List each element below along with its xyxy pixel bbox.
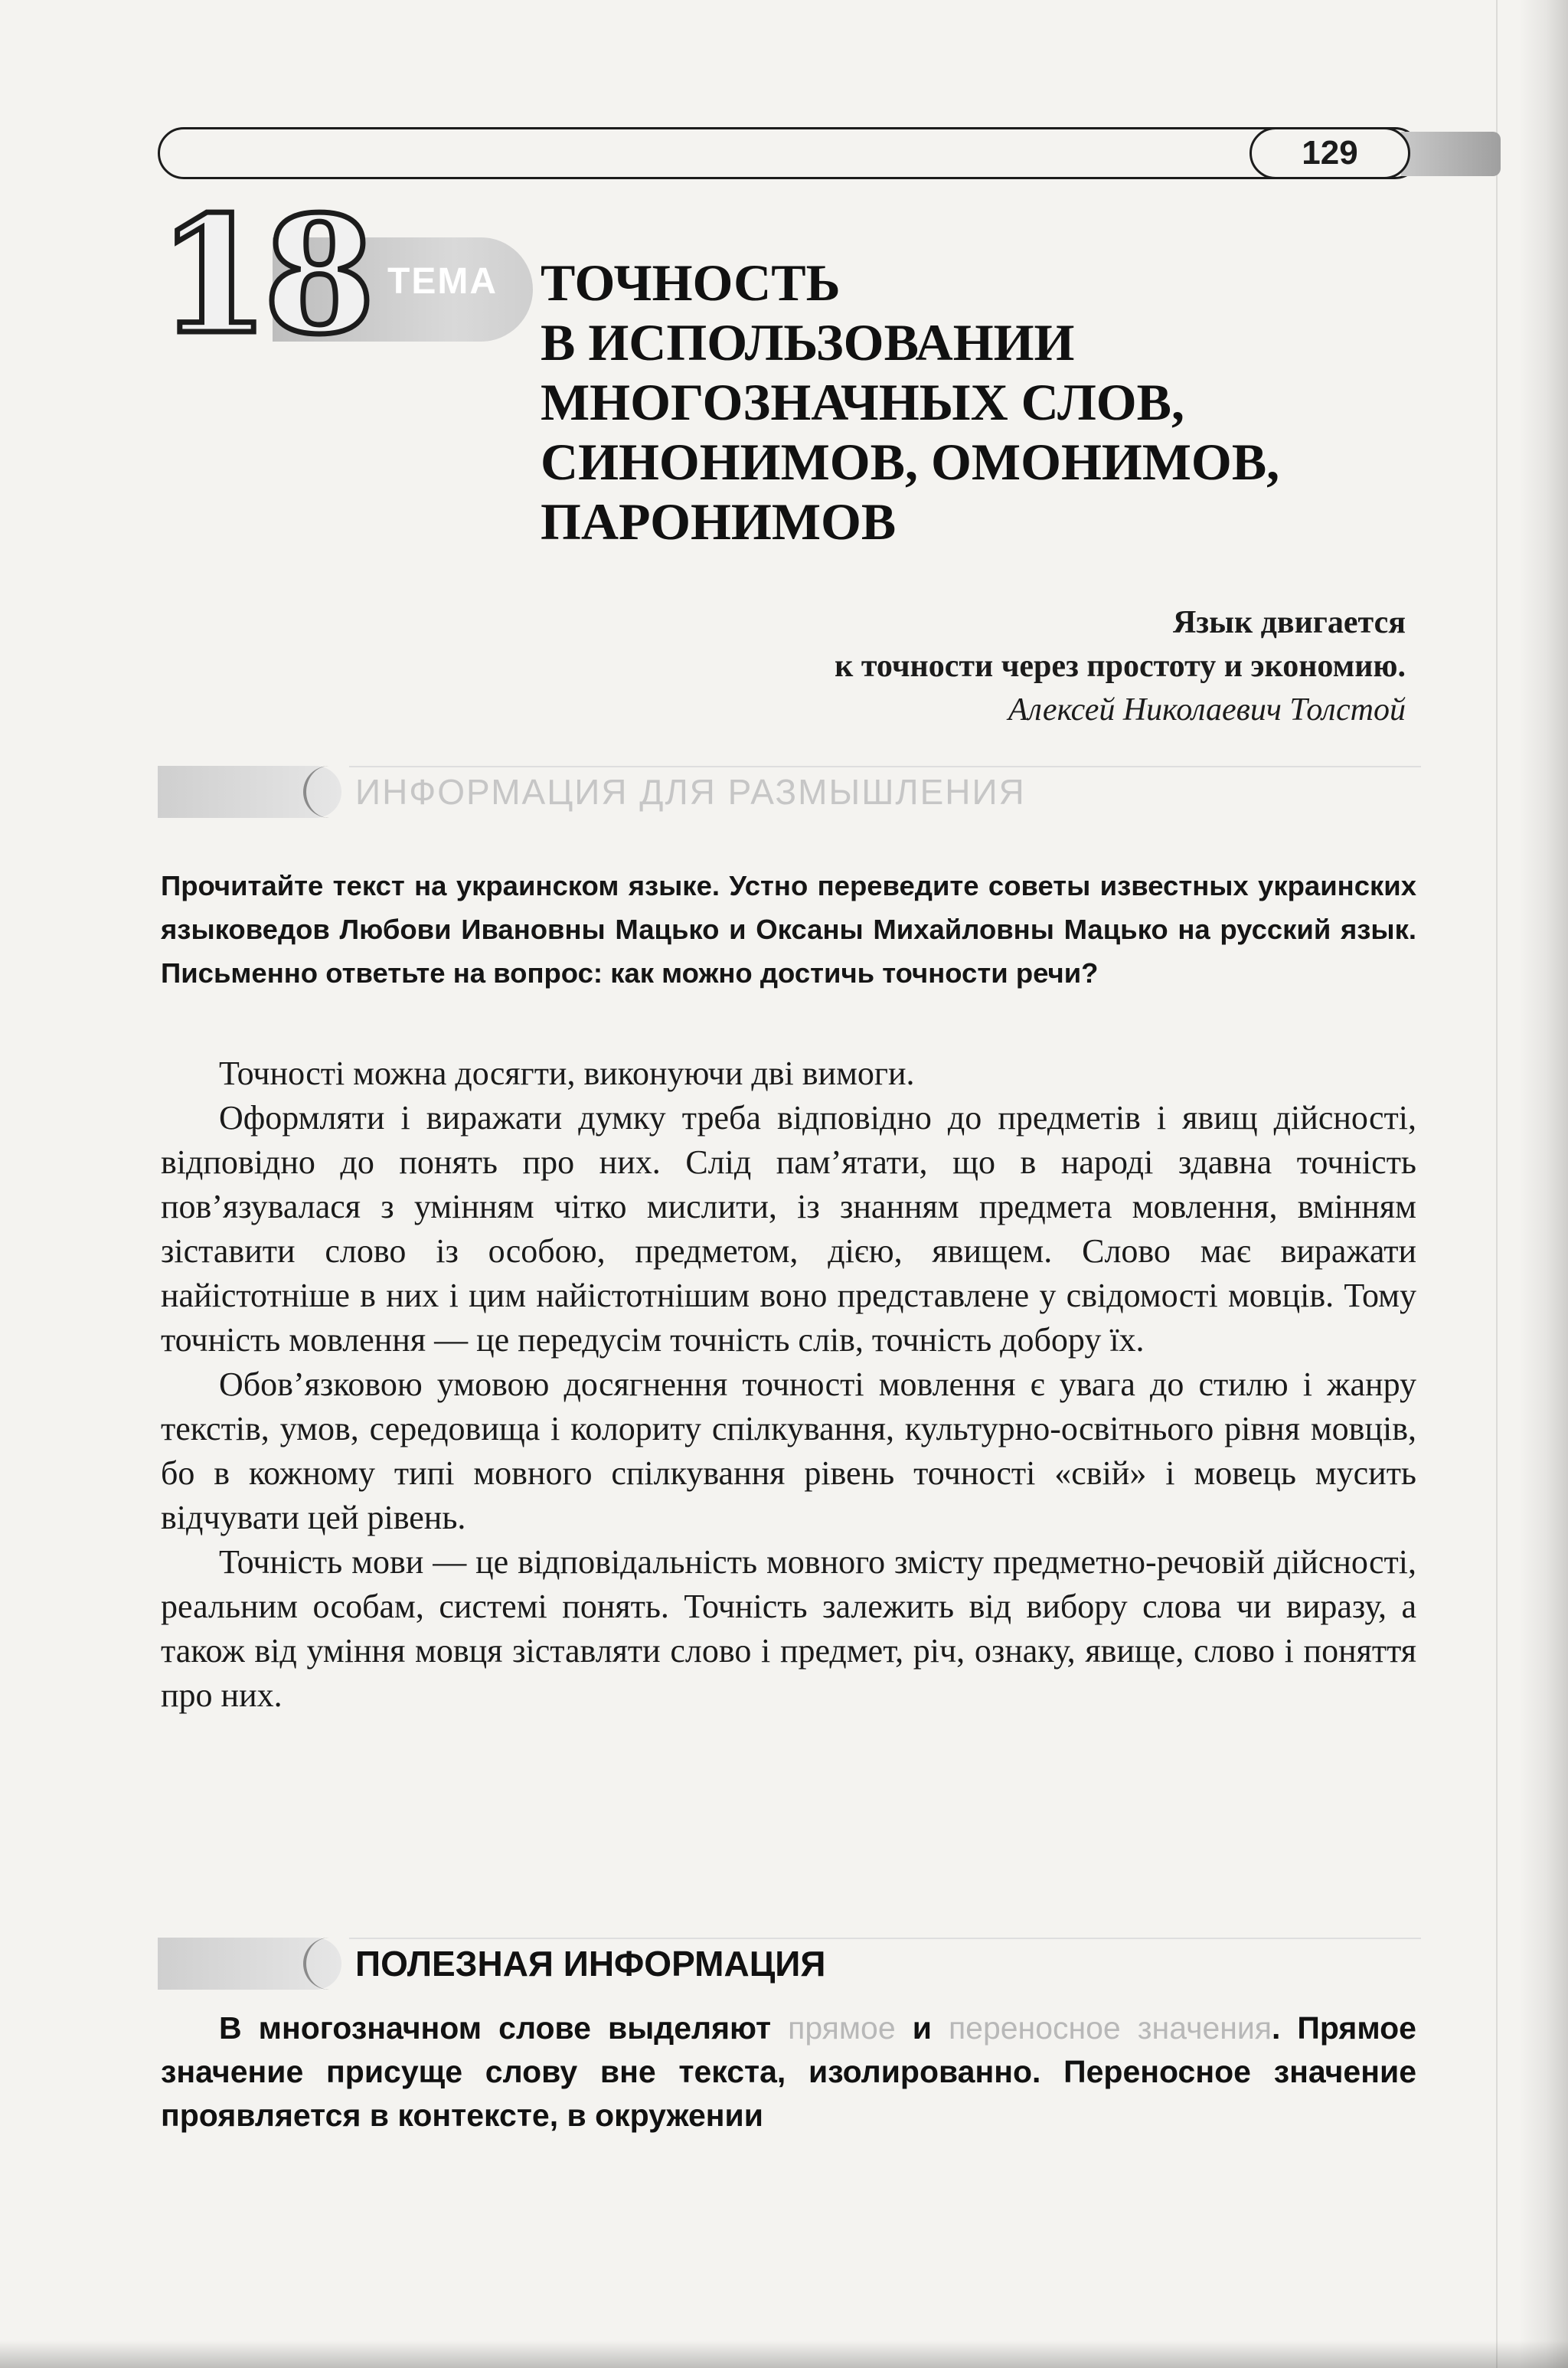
page-edge-line (1496, 0, 1498, 2368)
section-header-useful (158, 1930, 1421, 1997)
section-title: ИНФОРМАЦИЯ ДЛЯ РАЗМЫШЛЕНИЯ (355, 772, 1026, 812)
term-direct-meaning: прямое (788, 2010, 896, 2046)
topic-badge (158, 181, 541, 370)
task-instruction: Прочитайте текст на украинском языке. Устно переведите советы известных украинских языковедов Любови Ивановны Мацько и Оксаны Михайловны Мацько на русский язык. Письменно ответьте на вопрос: как можно достичь точности речи? (161, 870, 1416, 989)
topic-title (541, 253, 1459, 551)
bottom-shadow (0, 2340, 1568, 2368)
topic-label: ТЕМА (387, 261, 498, 302)
epigraph (487, 601, 1406, 732)
title-line: В ИСПОЛЬЗОВАНИИ (541, 313, 1075, 371)
page-edge-shadow (1519, 0, 1568, 2368)
epigraph-author: Алексей Николаевич Толстой (1008, 692, 1406, 728)
term-figurative-meaning: переносное значения (948, 2010, 1272, 2046)
topic-number: 18 (158, 181, 370, 370)
header-tab (1401, 132, 1501, 176)
section-title: ПОЛЕЗНАЯ ИНФОРМАЦИЯ (355, 1944, 826, 1984)
epigraph-line: Язык двигается (1172, 605, 1406, 640)
info-text: . Прямое значение присуще слову вне текста, изолированно. Переносное значение проявляется в контексте, в окружении (161, 2010, 1416, 2133)
title-line: СИНОНИМОВ, ОМОНИМОВ, (541, 433, 1280, 491)
info-text: В многозначном слове выделяют (219, 2010, 789, 2046)
text-paragraph: Точність мови — це відповідальність мовного змісту предметно-речовій дійсності, реальним особам, системі понять. Точність залежить від вибору слова чи виразу, а також від уміння мовця зіставляти слово і предмет, річ, ознаку, явище, слово і поняття про них. (161, 1543, 1416, 1714)
header-bar (158, 127, 1421, 179)
useful-info-paragraph (161, 2007, 1416, 2137)
epigraph-line: к точности через простоту и экономию. (835, 649, 1406, 684)
ukrainian-text (161, 1052, 1416, 1718)
text-paragraph: Обов’язковою умовою досягнення точності мовлення є увага до стилю і жанру текстів, умов, середовища і колориту спілкування, культурно-освітнього рівня мовців, бо в кожному типі мовного спілкування рівень точності «свій» і мовець мусить відчувати цей рівень. (161, 1366, 1416, 1536)
title-line: ТОЧНОСТЬ (541, 253, 841, 312)
section-cap (303, 1938, 352, 1990)
page-number: 129 (1250, 127, 1410, 179)
text-paragraph: Оформляти і виражати думку треба відповідно до предметів і явищ дійсності, відповідно до понять про них. Слід пам’ятати, що в народі здавна точність пов’язувалася з умінням чітко мислити, із знанням предмета мовлення, вмінням зіставити слово із особою, предметом, дією, явищем. Слово має виражати найістотніше в них і цим найістотнішим воно представлене у свідомості мовців. Тому точність мовлення — це передусім точність слів, точність добору їх. (161, 1099, 1416, 1359)
section-cap (303, 766, 352, 818)
title-line: ПАРОНИМОВ (541, 492, 897, 551)
section-header-reflection (158, 758, 1421, 826)
info-text: и (895, 2010, 949, 2046)
text-paragraph: Точності можна досягти, виконуючи дві вимоги. (219, 1055, 915, 1092)
title-line: МНОГОЗНАЧНЫХ СЛОВ, (541, 373, 1185, 431)
